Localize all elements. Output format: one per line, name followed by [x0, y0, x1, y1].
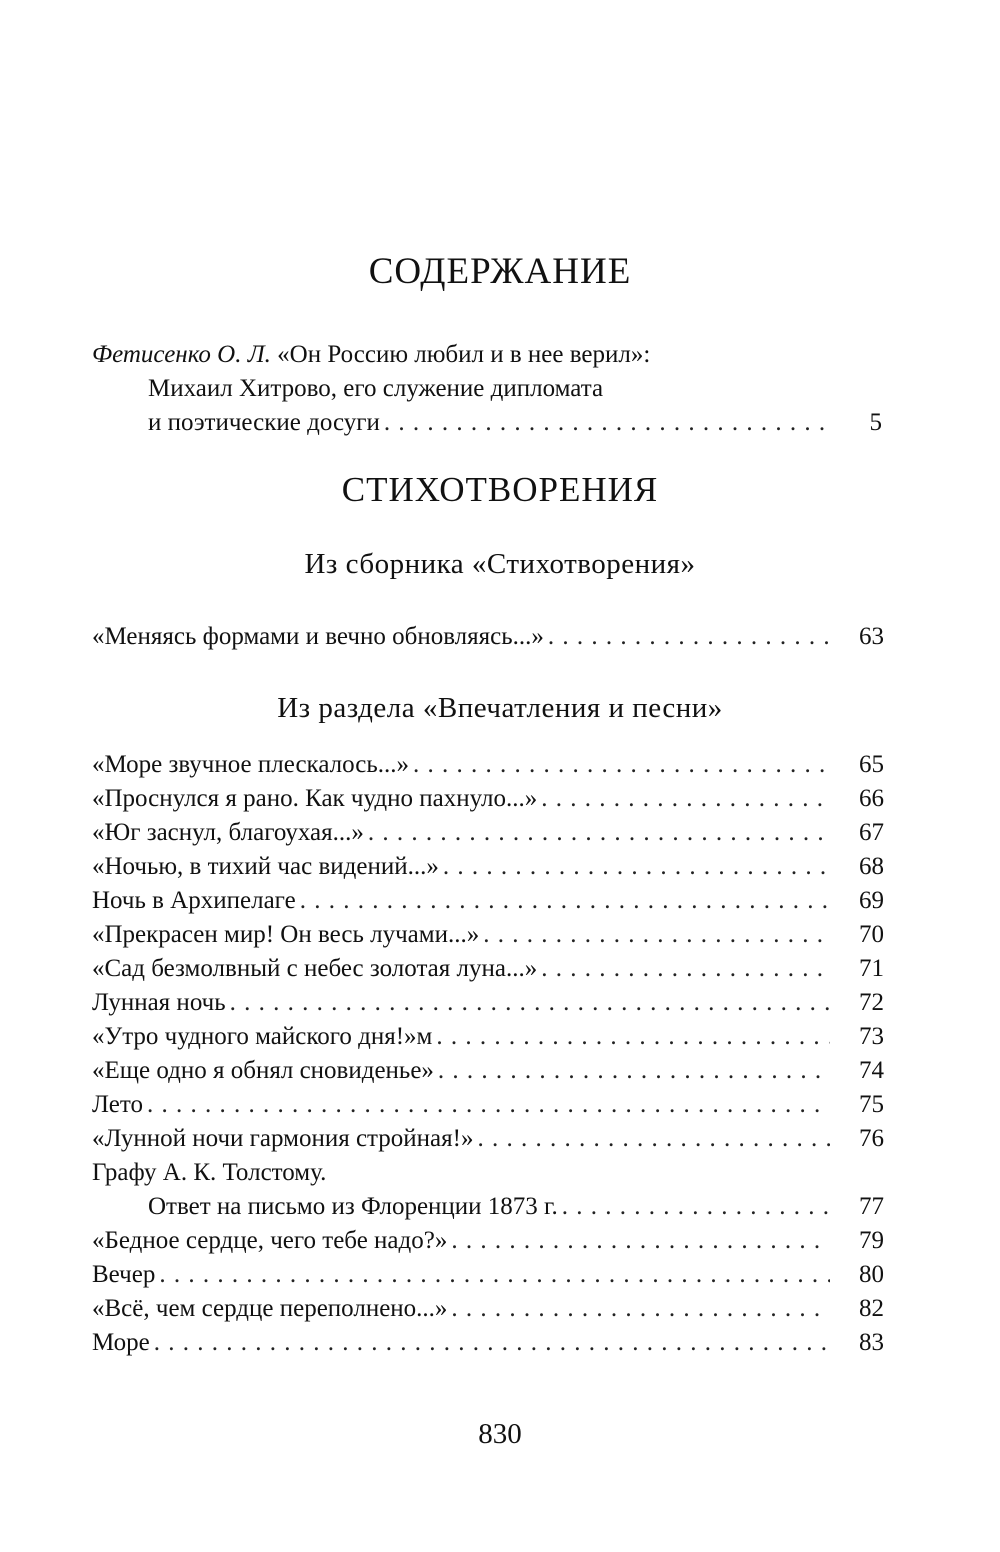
- intro-line-1: [92, 338, 882, 372]
- dot-leader: [368, 816, 830, 850]
- toc-entry[interactable]: [92, 1088, 884, 1122]
- subsection-heading-impressions: Из раздела «Впечатления и песни»: [277, 692, 723, 724]
- dot-leader: [451, 1224, 830, 1258]
- toc-entry-title: «Бедное сердце, чего тебе надо?»: [92, 1227, 448, 1254]
- intro-title-line-1: «Он Россию любил и в нее верил»:: [270, 341, 651, 368]
- toc-entry-page: 80: [859, 1261, 884, 1288]
- intro-author: Фетисенко О. Л.: [92, 341, 271, 368]
- toc-entry[interactable]: [92, 884, 884, 918]
- toc-entry-title: «Лунной ночи гармония стройная!»: [92, 1125, 474, 1152]
- toc-entry-title: «Меняясь формами и вечно обновляясь...»: [92, 623, 544, 650]
- toc-entry[interactable]: [92, 620, 884, 654]
- contents-heading: СОДЕРЖАНИЕ: [368, 251, 632, 292]
- toc-entry-title: Лето: [92, 1091, 143, 1118]
- dot-leader: [477, 1122, 830, 1156]
- toc-entry[interactable]: [92, 1224, 884, 1258]
- dot-leader: [436, 1020, 830, 1054]
- toc-entry-title: Графу А. К. Толстому.: [92, 1159, 327, 1186]
- toc-entry-title: «Ночью, в тихий час видений...»: [92, 853, 439, 880]
- toc-entry-page: 72: [859, 989, 884, 1016]
- dot-leader: [483, 918, 830, 952]
- intro-line-3: [92, 406, 882, 440]
- toc-entry-title: Море: [92, 1329, 150, 1356]
- toc-entry[interactable]: [92, 952, 884, 986]
- intro-title-line-3: и поэтические досуги: [148, 409, 380, 436]
- dot-leader: [230, 986, 830, 1020]
- toc-entry-page: 63: [859, 623, 884, 650]
- toc-entry-page: 77: [859, 1193, 884, 1220]
- toc-entry-page: 83: [859, 1329, 884, 1356]
- toc-entry-heading-line[interactable]: [92, 1156, 884, 1190]
- page-number: 830: [478, 1418, 522, 1450]
- toc-entry-page: 71: [859, 955, 884, 982]
- toc-entry-page: 67: [859, 819, 884, 846]
- toc-entry-title: Вечер: [92, 1261, 156, 1288]
- toc-entry-page: 79: [859, 1227, 884, 1254]
- toc-list-impressions: [92, 748, 884, 1360]
- toc-entry-title: «Проснулся я рано. Как чудно пахнуло...»: [92, 785, 538, 812]
- dot-leader: [159, 1258, 830, 1292]
- toc-entry-page: 76: [859, 1125, 884, 1152]
- toc-list-collection: [92, 620, 884, 654]
- toc-entry-page: 75: [859, 1091, 884, 1118]
- toc-entry-page: 82: [859, 1295, 884, 1322]
- toc-entry[interactable]: [92, 748, 884, 782]
- dot-leader: [451, 1292, 830, 1326]
- toc-entry-page: 66: [859, 785, 884, 812]
- subsection-heading-collection: Из сборника «Стихотворения»: [304, 548, 696, 580]
- toc-entry-page: 68: [859, 853, 884, 880]
- toc-entry-title: Ответ на письмо из Флоренции 1873 г.: [148, 1193, 558, 1220]
- toc-entry[interactable]: [92, 1122, 884, 1156]
- toc-entry-title: Ночь в Архипелаге: [92, 887, 296, 914]
- dot-leader: [562, 1190, 830, 1224]
- dot-leader: [541, 782, 830, 816]
- toc-entry-title: «Еще одно я обнял сновиденье»: [92, 1057, 434, 1084]
- dot-leader: [443, 850, 830, 884]
- dot-leader: [438, 1054, 830, 1088]
- toc-entry[interactable]: [92, 816, 884, 850]
- dot-leader: [154, 1326, 830, 1360]
- dot-leader: [300, 884, 830, 918]
- dot-leader: [541, 952, 830, 986]
- toc-entry-page: 70: [859, 921, 884, 948]
- toc-entry-title: «Утро чудного майского дня!»м: [92, 1023, 433, 1050]
- toc-entry-page: 73: [859, 1023, 884, 1050]
- toc-entry[interactable]: [92, 1054, 884, 1088]
- toc-entry-title: «Море звучное плескалось...»: [92, 751, 409, 778]
- toc-entry[interactable]: [92, 1292, 884, 1326]
- dot-leader: [384, 406, 828, 440]
- toc-entry-page: 69: [859, 887, 884, 914]
- toc-entry[interactable]: [92, 782, 884, 816]
- dot-leader: [413, 748, 830, 782]
- dot-leader: [147, 1088, 830, 1122]
- toc-entry[interactable]: [92, 1190, 884, 1224]
- toc-entry[interactable]: [92, 850, 884, 884]
- intro-entry[interactable]: [92, 338, 882, 440]
- dot-leader: [548, 620, 830, 654]
- toc-entry-title: «Всё, чем сердце переполнено...»: [92, 1295, 448, 1322]
- intro-page-number: 5: [869, 409, 882, 436]
- toc-entry[interactable]: [92, 1326, 884, 1360]
- toc-entry[interactable]: [92, 986, 884, 1020]
- toc-entry-title: Лунная ночь: [92, 989, 226, 1016]
- toc-entry-title: «Прекрасен мир! Он весь лучами...»: [92, 921, 480, 948]
- toc-entry-page: 74: [859, 1057, 884, 1084]
- toc-entry[interactable]: [92, 1020, 884, 1054]
- toc-entry-page: 65: [859, 751, 884, 778]
- toc-entry[interactable]: [92, 918, 884, 952]
- toc-entry[interactable]: [92, 1258, 884, 1292]
- toc-entry-title: «Юг заснул, благоухая...»: [92, 819, 364, 846]
- intro-title-line-2: Михаил Хитрово, его служение дипломата: [148, 375, 604, 402]
- toc-entry-title: «Сад безмолвный с небес золотая луна...»: [92, 955, 538, 982]
- poems-section-heading: СТИХОТВОРЕНИЯ: [341, 470, 659, 509]
